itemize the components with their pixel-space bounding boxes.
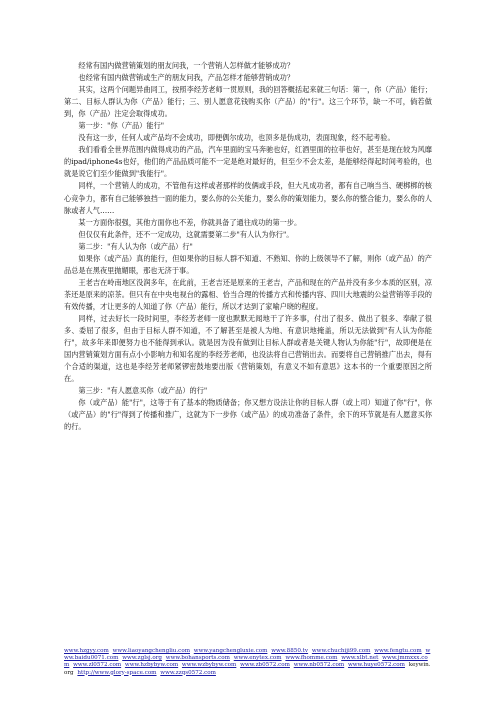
footer-link[interactable]: www.huye0572.com [347, 662, 405, 669]
footer-link[interactable]: http://www.glory-space.com [77, 669, 157, 676]
paragraph: 我们看看全世界范围内做得成功的产品，汽车里面的宝马奔驰也好，红酒里面的拉菲也好，甚至是现在较为风靡的ipad/iphone4s也好，他们的产品品质可能不一定是绝对最好的，但至少不会太差，是能够经得起时间考验的，也就是说它们至少能做到"我能行"。 [64, 145, 432, 179]
footer-link[interactable]: www.8850.tv [271, 648, 309, 654]
footer-link[interactable]: www.hzgyy.com [64, 648, 109, 654]
paragraph: 同样，过去好长一段时间里，李经芳老师一度也默默无闻地干了许多事，付出了很多、做出了很多、奉献了很多、委屈了很多，但由于目标人群不知道，不了解甚至是被人为地、有意识地掩盖，所以无法做到"有人认为你能行"，故多年来即便努力也不能得到承认。就是因为没有做到让目标人群或者是关键人物认为你能"行"，故即便是在国内营销策划方面有点小小影响力和知名度的李经芳老师，也没法将自己营销出去。而要将自己营销推广出去，得有个合适的渠道，这也是李经芳老师紧锣密鼓地要出版《营销策划，有意义不如有意思》这本书的一个重要原因之所在。 [64, 313, 432, 384]
paragraph: 第三步："有人愿意买你（或产品）的行" [78, 386, 208, 396]
paragraph: 其实，这两个问题异曲同工，按照李经芳老师一贯原则，我的回答概括起来就三句话：第一，你（产品）能行；第二、目标人群认为你（产品）能行；三、别人愿意花钱购买你（产品）的"行"。这三个环节，缺一不可，倘若做到，你（产品）注定会取得成功。 [64, 85, 432, 119]
footer-link[interactable]: www.wzbybyw.com [181, 662, 237, 669]
footer-link[interactable]: www.liaoyangchengliu.com [112, 648, 190, 654]
footer-link[interactable]: www.fhomme.com [285, 655, 338, 662]
footer-link[interactable]: www.zl0572.com [73, 662, 122, 669]
paragraph: 但仅仅有此条件，还不一定成功，这就需要第二步"有人认为你行"。 [78, 229, 294, 239]
paragraph: 你（或产品）能"行"，这等于有了基本的物质储备；你又想方设法让你的目标人群（或上司）知道了你"行"，你（或产品）的"行"得到了传播和推广，这就为下一步你（或产品）的成功准备了条件，余下的环节就是有人愿意买你的行。 [64, 398, 432, 432]
paragraph: 经常有国内做营销策划的朋友问我，一个营销人怎样做才能够成功？ [78, 61, 295, 70]
footer-link[interactable]: www.zzqs0572.com [160, 669, 216, 676]
footer-link[interactable]: www.zb0572.com [240, 662, 290, 669]
paragraph: 也经常有国内做营销或生产的朋友问我，产品怎样才能够营销成功？ [78, 73, 295, 83]
paragraph: 王老吉在岭南地区没润多年，在此前，王老吉还是原来的王老吉，产品和现在的产品并没有多少本质的区别，凉茶还是原来的凉茶。但只有在中央电视台的露相、恰当合理的传播方式和传播内容、四川大地震的公益营销等手段的有效传播，才让更多的人知道了你（产品）能行，所以才达到了家喻户晓的程度。 [64, 277, 432, 311]
footer-link-list [64, 648, 432, 677]
footer-link[interactable]: www.xlbt.net [341, 655, 379, 662]
footer-link[interactable]: www.hzbybyw.com [124, 662, 179, 669]
paragraph: 没有这一步，任何人或产品均不会成功，即便偶尔成功，也顶多是伪成功，表面现象，经不起考验。 [78, 133, 395, 143]
paragraph: 同样，一个营销人的成功，不管他有这样或者那样的伎俩或手段，但大凡成功者，都有自己响当当、硬梆梆的核心竞争力，都有自己能够独挡一面的能力，要么你的公关能力，要么你的策划能力，要么你的整合能力，要么你的人脉或者人气…… [64, 181, 432, 215]
footer-link[interactable]: www.chuchiji99.com [311, 648, 371, 654]
footer-link[interactable]: www.fengtu.com [374, 648, 422, 654]
footer-link[interactable]: www.zglsj.org [122, 655, 162, 662]
footer-link[interactable]: www.bohansports.com [165, 655, 230, 662]
paragraph: 第一步："你（产品）能行" [78, 121, 165, 131]
paragraph: 第二步："有人认为你（或产品）行" [78, 241, 193, 251]
paragraph: 如果你（或产品）真的能行，但如果你的目标人群不知道、不熟知、你的上级领导不了解，则你（或产品）的产品总是在黑夜里抛媚眼，那也无济于事。 [64, 253, 432, 275]
paragraph: 某一方面你很强，其他方面你也不差，你就具备了通往成功的第一步。 [78, 217, 302, 227]
footer-link[interactable]: www.enytex.com [233, 655, 282, 662]
footer-link[interactable]: www.nb0572.com [293, 662, 345, 669]
footer-link[interactable]: www.yangchengluxie.com [193, 648, 268, 654]
footer-plain-text: keywin.org [64, 662, 431, 676]
article-body [64, 60, 432, 433]
footer-link[interactable]: www.baidu0071.com [64, 648, 431, 662]
footer-link[interactable]: www.jmmxxx.com [64, 655, 428, 669]
